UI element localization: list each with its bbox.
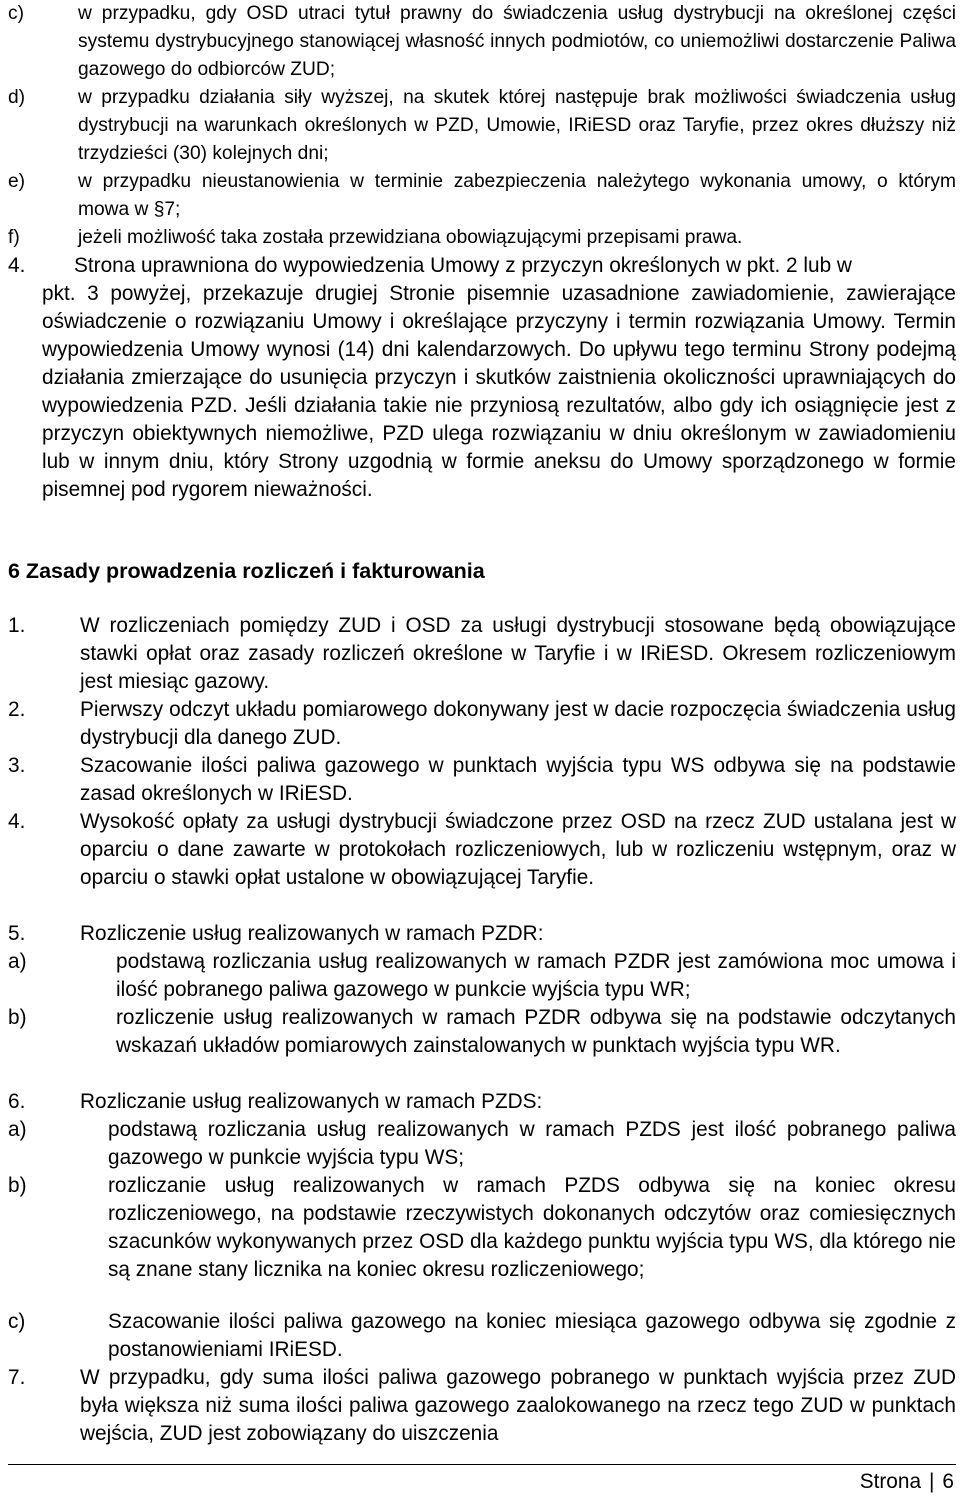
item-text: Wysokość opłaty za usługi dystrybucji świadczone przez OSD na rzecz ZUD ustalana jest w oparciu o dane zawarte w protokołach rozliczeniowych, lub w rozliczeniu wstępnym, oraz w oparciu o stawki opłat ustalone w obowiązującej Taryfie. xyxy=(80,810,956,889)
subitem-text: rozliczanie usług realizowanych w ramach PZDS odbywa się na koniec okresu rozliczeniowego, na podstawie rzeczywistych dokonanych odczytów oraz comiesięcznych szacunków wykonywanych przez OSD dla każdego punktu wyjścia typu WS, dla którego nie są znane stany licznika na koniec okresu rozliczeniowego; xyxy=(108,1174,956,1281)
list-label: f) xyxy=(8,227,20,248)
subitem-text: podstawą rozliczania usług realizowanych w ramach PZDR jest zamówiona moc umowa i ilość pobranego paliwa gazowego w punkcie wyjścia typu WR; xyxy=(116,950,956,1001)
footer-page-word: Strona xyxy=(859,1470,922,1493)
item-number: 2. xyxy=(8,698,26,721)
subitem-label: c) xyxy=(8,1310,26,1333)
paragraph-4-first-line: Strona uprawniona do wypowiedzenia Umowy z przyczyn określonych w pkt. 2 lub w xyxy=(74,254,852,277)
item-text: Szacowanie ilości paliwa gazowego w punktach wyjścia typu WS odbywa się na podstawie zasad określonych w IRiESD. xyxy=(80,754,956,805)
subitem-text: rozliczenie usług realizowanych w ramach PZDR odbywa się na podstawie odczytanych wskazań układów pomiarowych zainstalowanych w punktach wyjścia typu WR. xyxy=(116,1006,956,1057)
item-number: 6. xyxy=(8,1090,26,1113)
list-label: c) xyxy=(8,3,24,24)
list-text: w przypadku, gdy OSD utraci tytuł prawny do świadczenia usług dystrybucji na określonej części systemu dystrybucyjnego stanowiącej własność innych podmiotów, co uniemożliwi dostarczenie Paliwa gazowego do odbiorców ZUD; xyxy=(78,3,956,80)
subitem-text: podstawą rozliczania usług realizowanych w ramach PZDS jest ilość pobranego paliwa gazowego w punkcie wyjścia typu WS; xyxy=(108,1118,956,1169)
subitem-label: a) xyxy=(8,950,27,973)
item-number: 4. xyxy=(8,810,26,833)
item-text: W przypadku, gdy suma ilości paliwa gazowego pobranego w punktach wyjścia przez ZUD była większa niż suma ilości paliwa gazowego zaalokowanego na rzecz tego ZUD w punktach wejścia, ZUD jest zobowiązany do uiszczenia xyxy=(80,1366,956,1445)
page-number: 6 xyxy=(942,1470,954,1493)
section-heading: 6 Zasady prowadzenia rozliczeń i fakturowania xyxy=(8,559,485,583)
paragraph-number: 4. xyxy=(8,254,26,277)
subitem-label: b) xyxy=(8,1006,27,1029)
item-number: 1. xyxy=(8,614,26,637)
item-text: Rozliczanie usług realizowanych w ramach PZDS: xyxy=(80,1090,543,1113)
footer-separator: | xyxy=(929,1470,935,1493)
item-number: 5. xyxy=(8,922,26,945)
item-number: 7. xyxy=(8,1366,26,1389)
list-label: e) xyxy=(8,171,26,192)
list-label: d) xyxy=(8,87,26,108)
list-text: jeżeli możliwość taka została przewidziana obowiązującymi przepisami prawa. xyxy=(78,227,743,248)
list-text: w przypadku działania siły wyższej, na skutek której następuje brak możliwości świadczenia usług dystrybucji na warunkach określonych w PZD, Umowie, IRiESD oraz Taryfie, przez okres dłuższy niż trzydzieści (30) kolejnych dni; xyxy=(78,87,956,164)
item-text: Rozliczenie usług realizowanych w ramach PZDR: xyxy=(80,922,544,945)
list-text: w przypadku nieustanowienia w terminie zabezpieczenia należytego wykonania umowy, o którym mowa w §7; xyxy=(78,171,956,220)
footer-divider xyxy=(8,1464,956,1465)
paragraph-4-body: pkt. 3 powyżej, przekazuje drugiej Stronie pisemnie uzasadnione zawiadomienie, zawierające oświadczenie o rozwiązaniu Umowy i określające przyczyny i termin rozwiązania Umowy. Termin wypowiedzenia Umowy wynosi (14) dni kalendarzowych. Do upływu tego terminu Strony podejmą działania zmierzające do usunięcia przyczyn i skutków zaistnienia okoliczności uprawniających do wypowiedzenia PZD. Jeśli działania takie nie przyniosą rezultatów, albo gdy ich osiągnięcie jest z przyczyn obiektywnych niemożliwe, PZD ulega rozwiązaniu w dniu określonym w zawiadomieniu lub w innym dniu, który Strony uzgodnią w formie aneksu do Umowy sporządzonego w formie pisemnej pod rygorem nieważności. xyxy=(42,282,956,501)
subitem-label: a) xyxy=(8,1118,27,1141)
item-text: W rozliczeniach pomiędzy ZUD i OSD za usługi dystrybucji stosowane będą obowiązujące stawki opłat oraz zasady rozliczeń określone w Taryfie i w IRiESD. Okresem rozliczeniowym jest miesiąc gazowy. xyxy=(80,614,956,693)
subitem-label: b) xyxy=(8,1174,27,1197)
item-number: 3. xyxy=(8,754,26,777)
page-footer xyxy=(860,1468,954,1496)
subitem-text: Szacowanie ilości paliwa gazowego na koniec miesiąca gazowego odbywa się zgodnie z postanowieniami IRiESD. xyxy=(108,1310,956,1361)
item-text: Pierwszy odczyt układu pomiarowego dokonywany jest w dacie rozpoczęcia świadczenia usług dystrybucji dla danego ZUD. xyxy=(80,698,956,749)
